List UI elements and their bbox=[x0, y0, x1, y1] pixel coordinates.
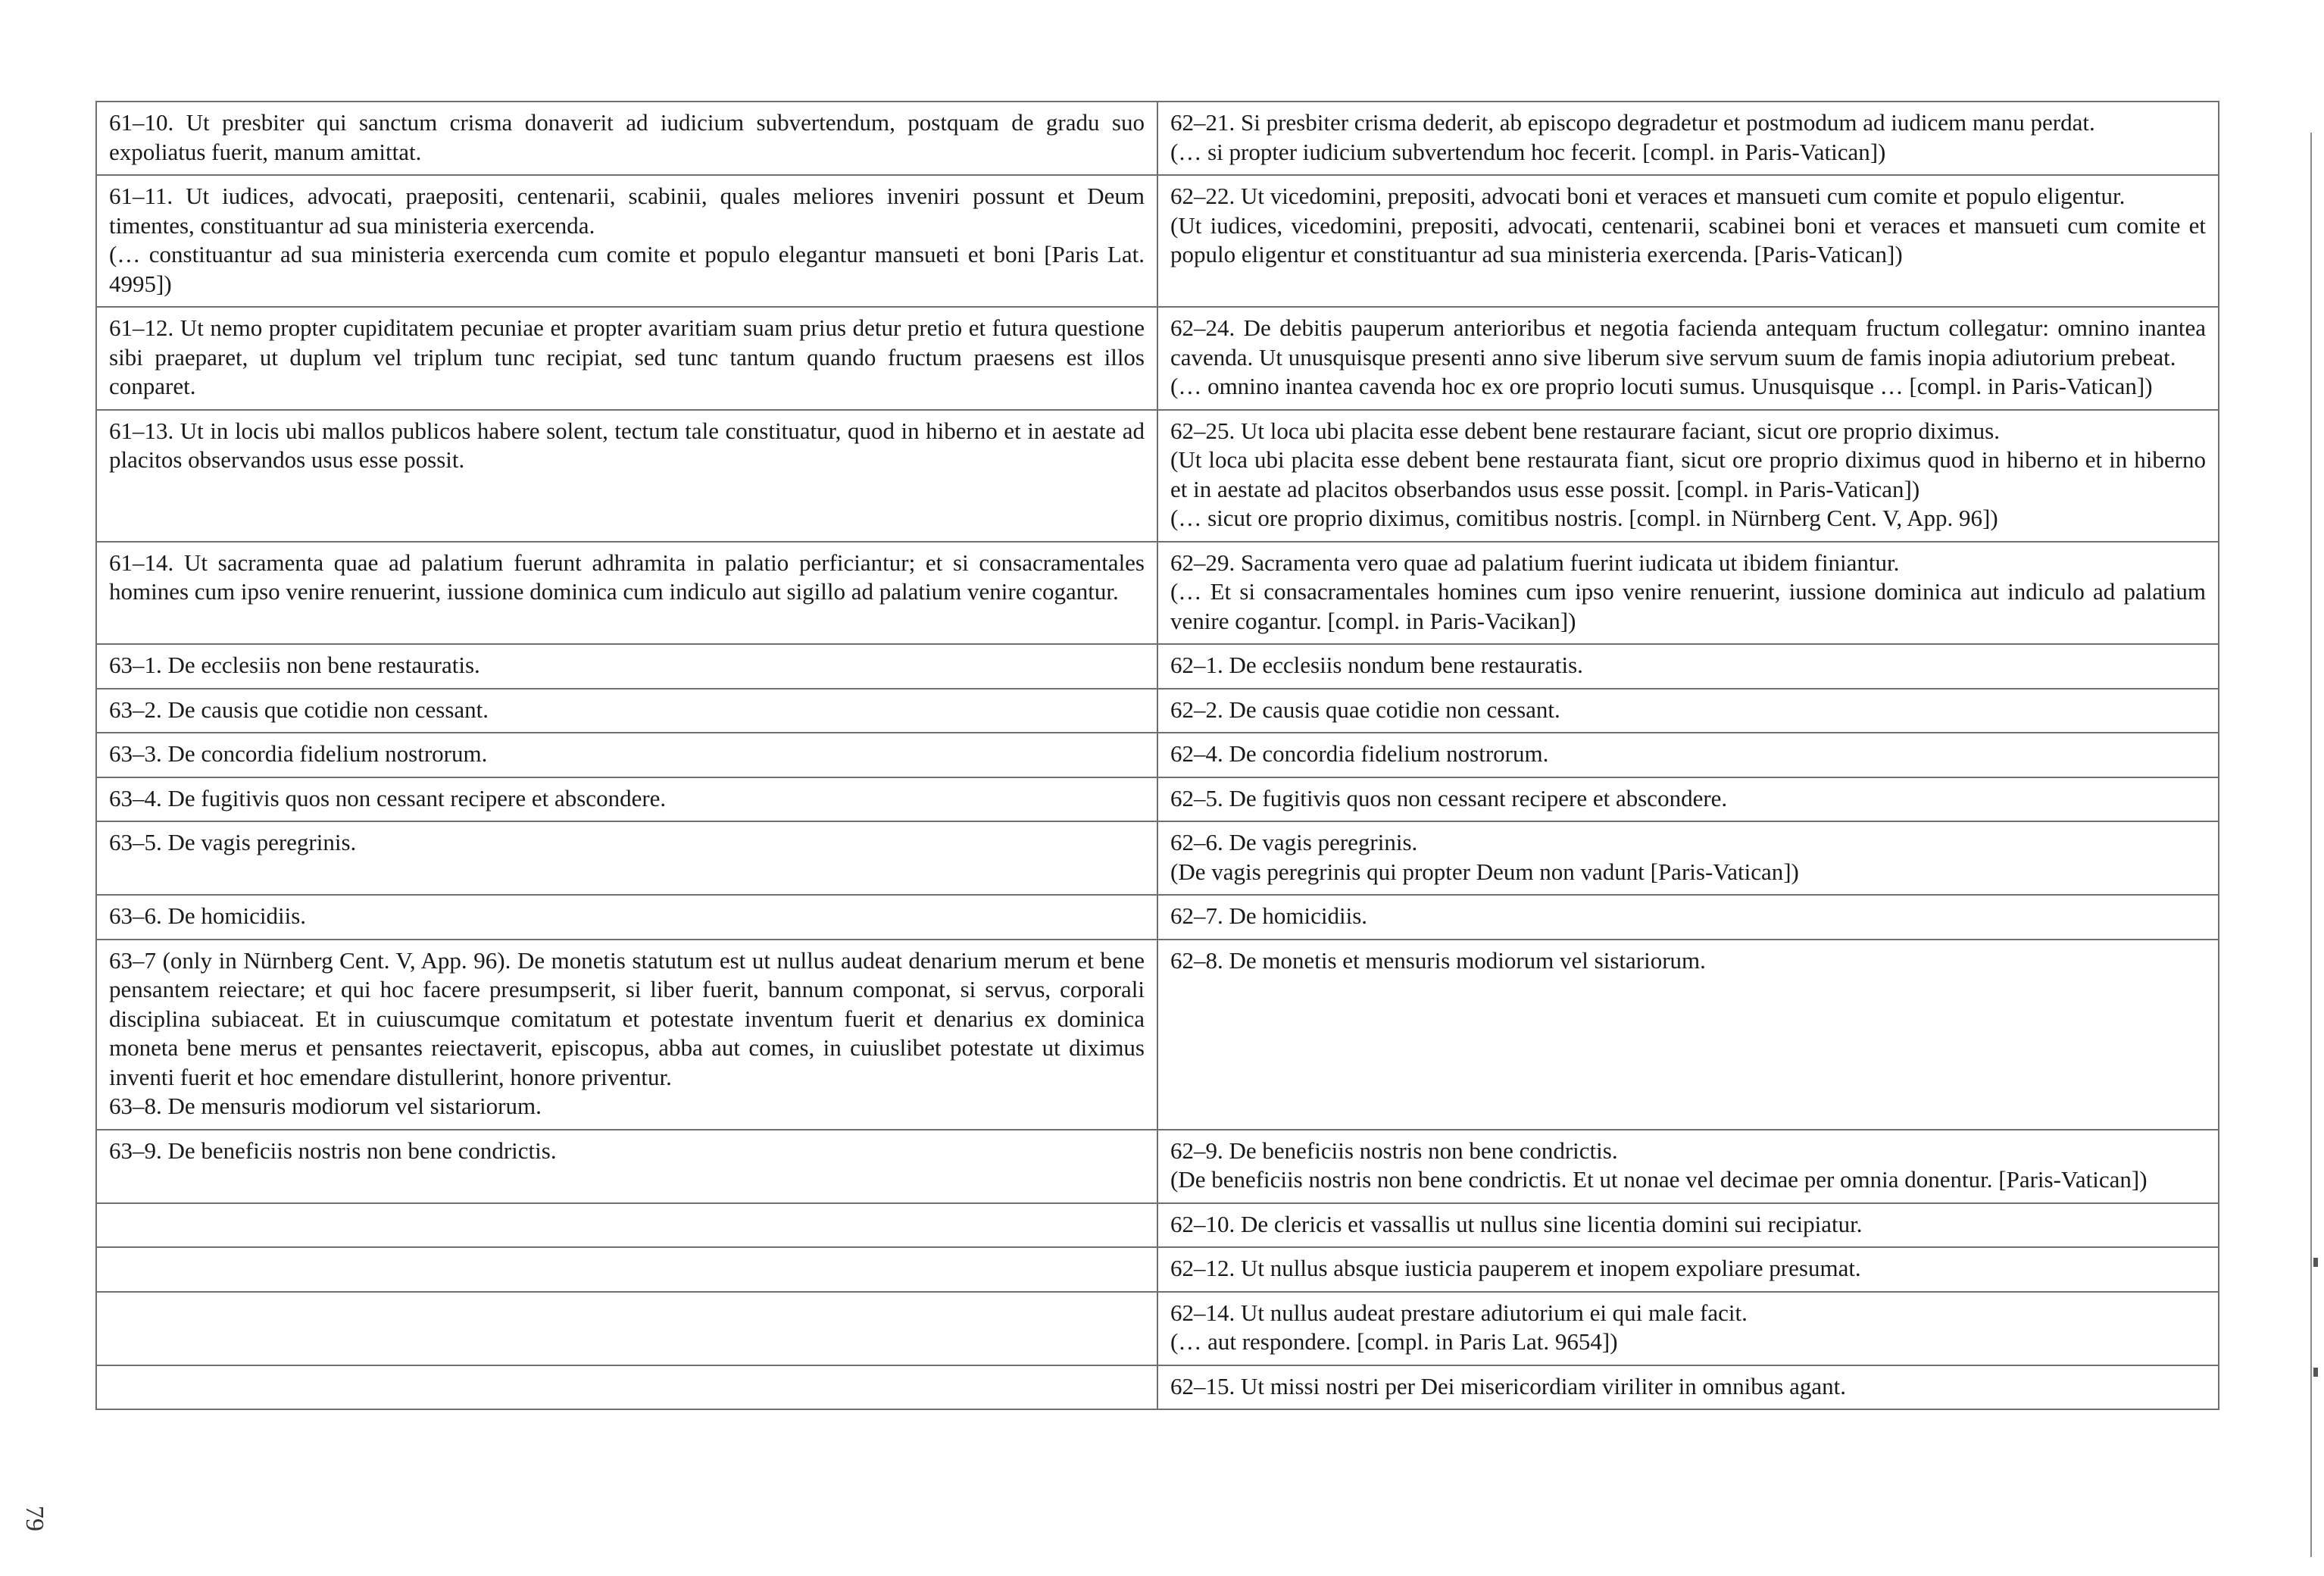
table-row bbox=[96, 102, 2219, 175]
table-row bbox=[96, 175, 2219, 307]
table-cell-right bbox=[1157, 777, 2219, 822]
table-row bbox=[96, 689, 2219, 733]
table-cell-left bbox=[96, 1292, 1157, 1365]
cell-paragraph: 63–4. De fugitivis quos non cessant recipere et abscondere. bbox=[109, 784, 667, 811]
table-cell-left bbox=[96, 821, 1157, 895]
cell-paragraph: 63–6. De homicidiis. bbox=[109, 902, 307, 929]
table-cell-right bbox=[1157, 1365, 2219, 1410]
table-cell-left bbox=[96, 689, 1157, 733]
table-cell-left bbox=[96, 410, 1157, 542]
table-cell-left bbox=[96, 777, 1157, 822]
cell-paragraph: 61–11. Ut iudices, advocati, praepositi, centenarii, scabinii, quales meliores inveniri possunt et Deum timentes, constituantur ad sua ministeria exercenda. bbox=[109, 183, 1145, 239]
cell-paragraph: 62–15. Ut missi nostri per Dei misericordiam viriliter in omnibus agant. bbox=[1170, 1372, 1846, 1399]
cell-paragraph: (De vagis peregrinis qui propter Deum non vadunt [Paris-Vatican]) bbox=[1170, 858, 1799, 885]
page-edge-mark bbox=[2313, 1258, 2318, 1267]
cell-paragraph: (… constituantur ad sua ministeria exercenda cum comite et populo elegantur mansueti et boni [Paris Lat. 4995]) bbox=[109, 241, 1145, 297]
table-cell-left bbox=[96, 940, 1157, 1130]
table-cell-right bbox=[1157, 940, 2219, 1130]
table-row bbox=[96, 777, 2219, 822]
table-cell-left bbox=[96, 1203, 1157, 1248]
table-row bbox=[96, 644, 2219, 689]
table-cell-right bbox=[1157, 1292, 2219, 1365]
table-row bbox=[96, 1292, 2219, 1365]
cell-paragraph: 62–10. De clericis et vassallis ut nullus sine licentia domini sui recipiatur. bbox=[1170, 1210, 1863, 1237]
table-cell-left bbox=[96, 1130, 1157, 1203]
table-row bbox=[96, 733, 2219, 777]
table-row bbox=[96, 1247, 2219, 1292]
table-cell-left bbox=[96, 1247, 1157, 1292]
table-cell-right bbox=[1157, 175, 2219, 307]
table-cell-left bbox=[96, 307, 1157, 410]
table-cell-right bbox=[1157, 733, 2219, 777]
cell-paragraph: (De beneficiis nostris non bene condrictis. Et ut nonae vel decimae per omnia donentur. [Paris-Vatican]) bbox=[1170, 1166, 2148, 1193]
table-cell-right bbox=[1157, 689, 2219, 733]
cell-paragraph: 63–1. De ecclesiis non bene restauratis. bbox=[109, 652, 480, 678]
cell-paragraph: 62–5. De fugitivis quos non cessant recipere et abscondere. bbox=[1170, 784, 1728, 811]
cell-paragraph: 62–29. Sacramenta vero quae ad palatium fuerint iudicata ut ibidem finiantur. bbox=[1170, 549, 1900, 576]
cell-paragraph: (… sicut ore proprio diximus, comitibus nostris. [compl. in Nürnberg Cent. V, App. 96]) bbox=[1170, 505, 1998, 531]
cell-paragraph: 61–12. Ut nemo propter cupiditatem pecuniae et propter avaritiam suam prius detur pretio et futura questione sibi praeparet, ut duplum vel triplum tunc recipiat, sed tunc tantum quando fructum praesens est illos conparet. bbox=[109, 314, 1145, 399]
cell-paragraph: 62–1. De ecclesiis nondum bene restauratis. bbox=[1170, 652, 1583, 678]
table-row bbox=[96, 895, 2219, 940]
concordance-table bbox=[95, 101, 2219, 1410]
table-row bbox=[96, 1203, 2219, 1248]
table-cell-left bbox=[96, 102, 1157, 175]
table-row bbox=[96, 940, 2219, 1130]
table-cell-left bbox=[96, 644, 1157, 689]
cell-paragraph: (Ut loca ubi placita esse debent bene restaurata fiant, sicut ore proprio diximus quod in hiberno et in hiberno et in aestate ad placitos obserbandos usus esse possit. [compl. in Paris-Vatican]) bbox=[1170, 446, 2206, 502]
cell-paragraph: 63–5. De vagis peregrinis. bbox=[109, 829, 357, 855]
table-cell-right bbox=[1157, 102, 2219, 175]
table-cell-left bbox=[96, 1365, 1157, 1410]
table-cell-left bbox=[96, 895, 1157, 940]
cell-paragraph: 62–2. De causis quae cotidie non cessant. bbox=[1170, 696, 1560, 723]
page-edge-rule bbox=[2310, 133, 2312, 1557]
cell-paragraph: (… aut respondere. [compl. in Paris Lat. 9654]) bbox=[1170, 1328, 1618, 1355]
table-row bbox=[96, 410, 2219, 542]
table-cell-left bbox=[96, 175, 1157, 307]
cell-paragraph: 62–7. De homicidiis. bbox=[1170, 902, 1368, 929]
cell-paragraph: 62–25. Ut loca ubi placita esse debent bene restaurare faciant, sicut ore proprio diximus. bbox=[1170, 417, 2000, 444]
table-cell-right bbox=[1157, 307, 2219, 410]
cell-paragraph: 63–8. De mensuris modiorum vel sistariorum. bbox=[109, 1093, 542, 1119]
table-cell-right bbox=[1157, 895, 2219, 940]
cell-paragraph: 62–12. Ut nullus absque iusticia pauperem et inopem expoliare presumat. bbox=[1170, 1255, 1861, 1281]
cell-paragraph: (… Et si consacramentales homines cum ipso venire renuerint, iussione dominica aut indiculo ad palatium venire cogantur. [compl. in Paris-Vacikan]) bbox=[1170, 578, 2206, 634]
table-row bbox=[96, 1365, 2219, 1410]
cell-paragraph: 63–3. De concordia fidelium nostrorum. bbox=[109, 740, 488, 767]
page-edge-mark bbox=[2313, 1368, 2318, 1377]
page-number: 79 bbox=[20, 1506, 48, 1531]
cell-paragraph: 63–7 (only in Nürnberg Cent. V, App. 96). De monetis statutum est ut nullus audeat denarium merum et bene pensantem reiectare; et qui hoc facere presumpserit, si liber fuerit, bannum componat, si servus, corporali disciplina subiaceat. Et in cuiuscumque comitatum et potestate inventum fuerit et denarius ex dominica moneta bene merus et pensantes reiectaverit, episcopus, abba aut comes, in cuiuslibet potestate ut diximus inventi fuerit et hoc emendare distullerint, honore priventur. bbox=[109, 946, 1145, 1090]
cell-paragraph: (… omnino inantea cavenda hoc ex ore proprio locuti sumus. Unusquisque … [compl. in Paris-Vatican]) bbox=[1170, 373, 2153, 399]
cell-paragraph: 62–4. De concordia fidelium nostrorum. bbox=[1170, 740, 1549, 767]
table-cell-right bbox=[1157, 821, 2219, 895]
concordance-table-wrapper bbox=[95, 101, 2219, 1410]
cell-paragraph: 62–21. Si presbiter crisma dederit, ab episcopo degradetur et postmodum ad iudicem manu perdat. bbox=[1170, 109, 2095, 136]
table-cell-right bbox=[1157, 410, 2219, 542]
cell-paragraph: (… si propter iudicium subvertendum hoc fecerit. [compl. in Paris-Vatican]) bbox=[1170, 138, 1886, 165]
table-row bbox=[96, 1130, 2219, 1203]
table-cell-left bbox=[96, 542, 1157, 645]
concordance-table-body bbox=[96, 102, 2219, 1409]
table-cell-right bbox=[1157, 644, 2219, 689]
cell-paragraph: 62–9. De beneficiis nostris non bene condrictis. bbox=[1170, 1137, 1618, 1164]
table-row bbox=[96, 821, 2219, 895]
table-cell-right bbox=[1157, 1247, 2219, 1292]
cell-paragraph: 62–6. De vagis peregrinis. bbox=[1170, 829, 1418, 855]
cell-paragraph: 63–9. De beneficiis nostris non bene condrictis. bbox=[109, 1137, 557, 1164]
table-cell-right bbox=[1157, 1203, 2219, 1248]
table-cell-left bbox=[96, 733, 1157, 777]
table-row bbox=[96, 542, 2219, 645]
cell-paragraph: 62–14. Ut nullus audeat prestare adiutorium ei qui male facit. bbox=[1170, 1299, 1748, 1326]
cell-paragraph: 61–14. Ut sacramenta quae ad palatium fuerunt adhramita in palatio perficiantur; et si consacramentales homines cum ipso venire renuerint, iussione dominica cum indiculo aut sigillo ad palatium venire cogantur. bbox=[109, 549, 1145, 605]
table-cell-right bbox=[1157, 1130, 2219, 1203]
cell-paragraph: 61–13. Ut in locis ubi mallos publicos habere solent, tectum tale constituatur, quod in hiberno et in aestate ad placitos observandos usus esse possit. bbox=[109, 417, 1145, 473]
cell-paragraph: 62–24. De debitis pauperum anterioribus et negotia facienda antequam fructum collegatur: omnino inantea cavenda. Ut unusquisque presenti anno sive liberum sive servum suum de famis inopia adiutorium prebeat. bbox=[1170, 314, 2206, 371]
table-row bbox=[96, 307, 2219, 410]
cell-paragraph: 62–8. De monetis et mensuris modiorum vel sistariorum. bbox=[1170, 946, 1706, 974]
cell-paragraph: 61–10. Ut presbiter qui sanctum crisma donaverit ad iudicium subvertendum, postquam de gradu suo expoliatus fuerit, manum amittat. bbox=[109, 109, 1145, 165]
table-cell-right bbox=[1157, 542, 2219, 645]
cell-paragraph: 63–2. De causis que cotidie non cessant. bbox=[109, 696, 489, 723]
cell-paragraph: (Ut iudices, vicedomini, prepositi, advocati, centenarii, scabinei boni et veraces et mansueti cum comite et populo eligentur et constituantur ad sua ministeria exercenda. [Paris-Vatican]) bbox=[1170, 211, 2206, 267]
cell-paragraph: 62–22. Ut vicedomini, prepositi, advocati boni et veraces et mansueti cum comite et populo eligentur. bbox=[1170, 183, 2126, 209]
